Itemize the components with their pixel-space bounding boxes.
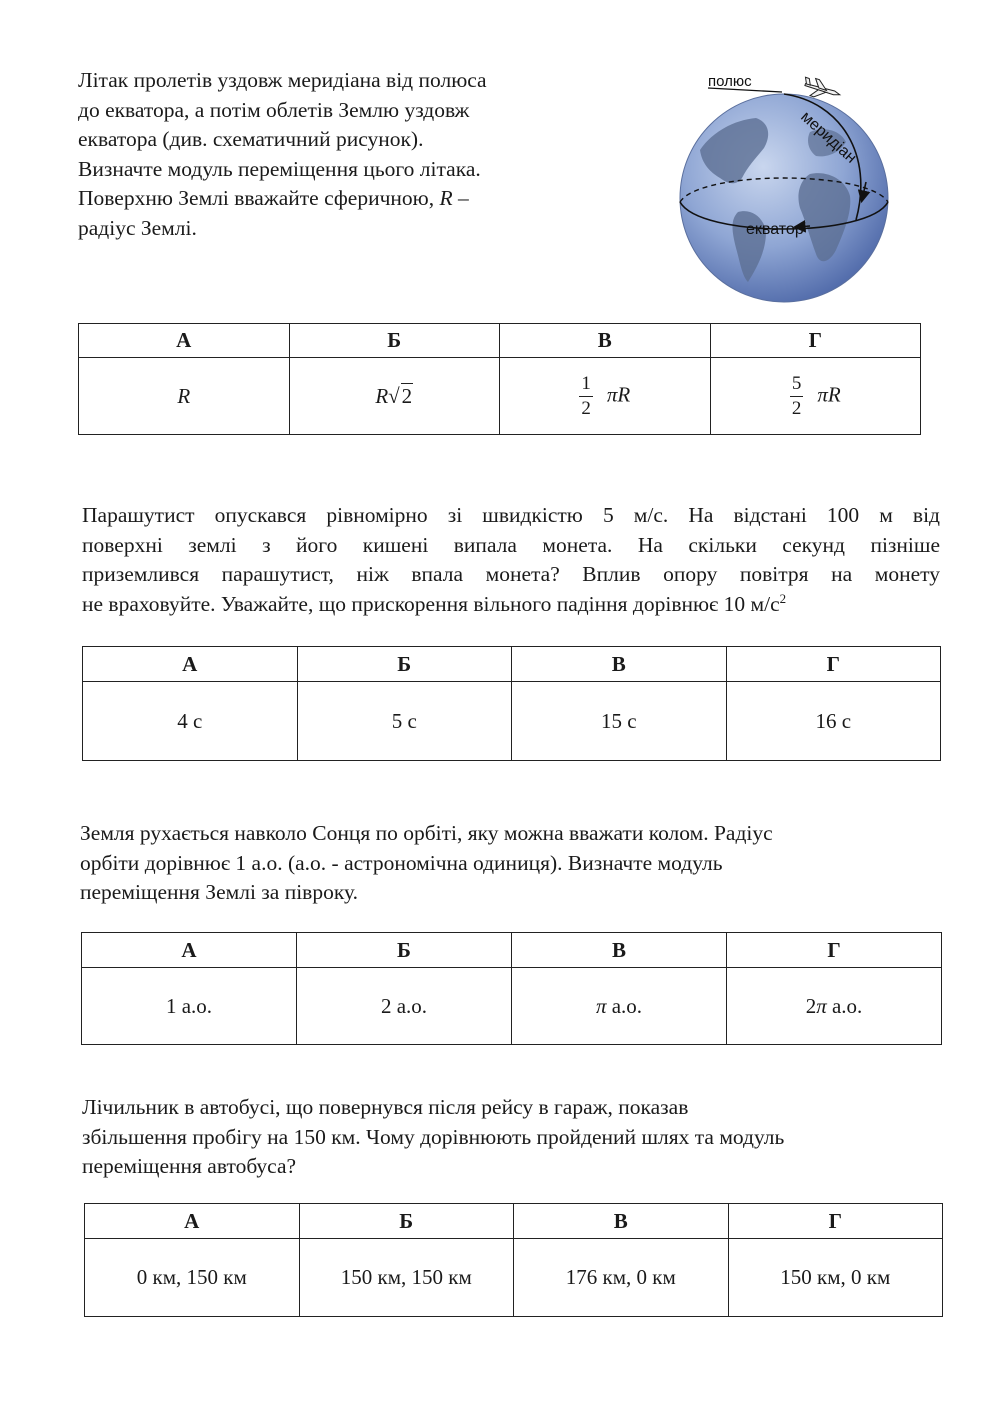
- q2-line: поверхні землі з його кишені випала монета. На скільки секунд пізніше: [82, 532, 940, 557]
- option-c-tail: πR: [606, 381, 631, 406]
- globe-sphere: [680, 94, 888, 302]
- meridian-label: меридіан: [797, 108, 860, 167]
- option-header-c: В: [514, 1204, 729, 1239]
- radius-variable: R: [439, 186, 453, 210]
- option-a-cell[interactable]: 4 с: [83, 682, 298, 761]
- option-d-text: а.о.: [826, 993, 863, 1018]
- q2-line: приземлився парашутист, ніж впала монета? Вплив опору повітря на монету: [82, 562, 940, 586]
- question-2-text: [82, 501, 940, 619]
- option-c-text: а.о.: [606, 993, 643, 1018]
- option-a-cell[interactable]: 0 км, 150 км: [85, 1239, 300, 1317]
- equator-label: екватор: [746, 221, 804, 238]
- option-header-d: Г: [726, 647, 941, 682]
- option-header-c: В: [500, 324, 711, 358]
- option-header-b: Б: [289, 324, 500, 358]
- q3-line: переміщення Землі за півроку.: [80, 880, 358, 904]
- option-d-numerator: 5: [790, 373, 804, 397]
- q4-line: переміщення автобуса?: [82, 1154, 297, 1178]
- q4-line: Лічильник в автобусі, що повернувся після рейсу в гараж, показав: [82, 1095, 689, 1119]
- q1-line: Літак пролетів уздовж меридіана від полюса: [78, 68, 487, 92]
- q1-line5-text: Поверхню Землі вважайте сферичною,: [78, 186, 440, 210]
- option-header-d: Г: [727, 933, 942, 968]
- option-b-cell[interactable]: 150 км, 150 км: [299, 1239, 514, 1317]
- option-header-a: А: [83, 647, 298, 682]
- earth-globe-figure: [660, 62, 908, 306]
- option-header-d: Г: [710, 324, 921, 358]
- option-c-cell[interactable]: [500, 358, 711, 435]
- q2-line4-text: не враховуйте. Уважайте, що прискорення вільного падіння дорівнює 10 м/с: [82, 591, 780, 616]
- option-a-cell[interactable]: [79, 358, 290, 435]
- option-header-a: А: [79, 324, 290, 358]
- q2-superscript: 2: [779, 590, 787, 606]
- q4-line: збільшення пробігу на 150 км. Чому дорівнюють пройдений шлях та модуль: [82, 1124, 785, 1149]
- option-c-fraction: [579, 373, 593, 420]
- option-c-denominator: 2: [581, 397, 591, 419]
- option-header-b: Б: [299, 1204, 514, 1239]
- answer-table-1: [78, 323, 921, 435]
- answer-table-3: [81, 932, 942, 1045]
- question-4-text: [82, 1093, 784, 1182]
- option-header-b: Б: [297, 933, 512, 968]
- q1-line5-dash: –: [452, 186, 469, 210]
- answer-table-4: [84, 1203, 943, 1317]
- pi-symbol: π: [595, 993, 607, 1018]
- option-c-numerator: 1: [579, 373, 593, 397]
- answer-table-2: [82, 646, 941, 761]
- sqrt-symbol: √2: [388, 383, 413, 408]
- option-header-a: А: [85, 1204, 300, 1239]
- option-c-cell[interactable]: 176 км, 0 км: [514, 1239, 729, 1317]
- option-a-cell[interactable]: [82, 968, 297, 1045]
- option-b-cell[interactable]: [289, 358, 500, 435]
- option-header-d: Г: [728, 1204, 943, 1239]
- option-c-cell[interactable]: 15 с: [512, 682, 727, 761]
- option-d-cell[interactable]: [727, 968, 942, 1045]
- option-header-a: А: [82, 933, 297, 968]
- q2-line: Парашутист опускався рівномірно зі швидкістю 5 м/с. На відстані 100 м від: [82, 503, 940, 527]
- option-d-fraction: [790, 373, 804, 420]
- option-header-c: В: [512, 647, 727, 682]
- option-b-radicand: 2: [401, 383, 413, 408]
- option-d-cell[interactable]: [710, 358, 921, 435]
- pole-label: полюс: [708, 73, 752, 90]
- option-d-denominator: 2: [791, 397, 802, 419]
- option-b-text: 2 а.о.: [380, 993, 428, 1018]
- q1-line: до екватора, а потім облетів Землю уздовж: [78, 97, 470, 122]
- option-a-value: R: [177, 383, 191, 408]
- option-b-cell[interactable]: [297, 968, 512, 1045]
- option-header-c: В: [512, 933, 727, 968]
- q1-line: Визначте модуль переміщення цього літака.: [78, 156, 481, 181]
- question-1-text: [78, 66, 487, 243]
- option-b-cell[interactable]: 5 с: [297, 682, 512, 761]
- option-a-text: 1 а.о.: [165, 993, 213, 1018]
- question-3-text: [80, 819, 773, 908]
- option-header-b: Б: [297, 647, 512, 682]
- option-c-cell[interactable]: [512, 968, 727, 1045]
- q1-line: радіус Землі.: [78, 215, 197, 240]
- q2-line: [82, 590, 940, 620]
- option-d-prefix: 2: [805, 993, 817, 1018]
- option-b-base: R: [375, 383, 389, 408]
- q1-line: [78, 184, 487, 214]
- q3-line: орбіти дорівнює 1 а.о. (а.о. - астрономічна одиниця). Визначте модуль: [80, 850, 723, 875]
- option-d-cell[interactable]: 16 с: [726, 682, 941, 761]
- option-d-tail: πR: [817, 381, 841, 406]
- pi-symbol: π: [816, 993, 827, 1018]
- q1-line: екватора (див. схематичний рисунок).: [78, 127, 424, 151]
- option-d-cell[interactable]: 150 км, 0 км: [728, 1239, 943, 1317]
- q3-line: Земля рухається навколо Сонця по орбіті, яку можна вважати колом. Радіус: [80, 821, 773, 845]
